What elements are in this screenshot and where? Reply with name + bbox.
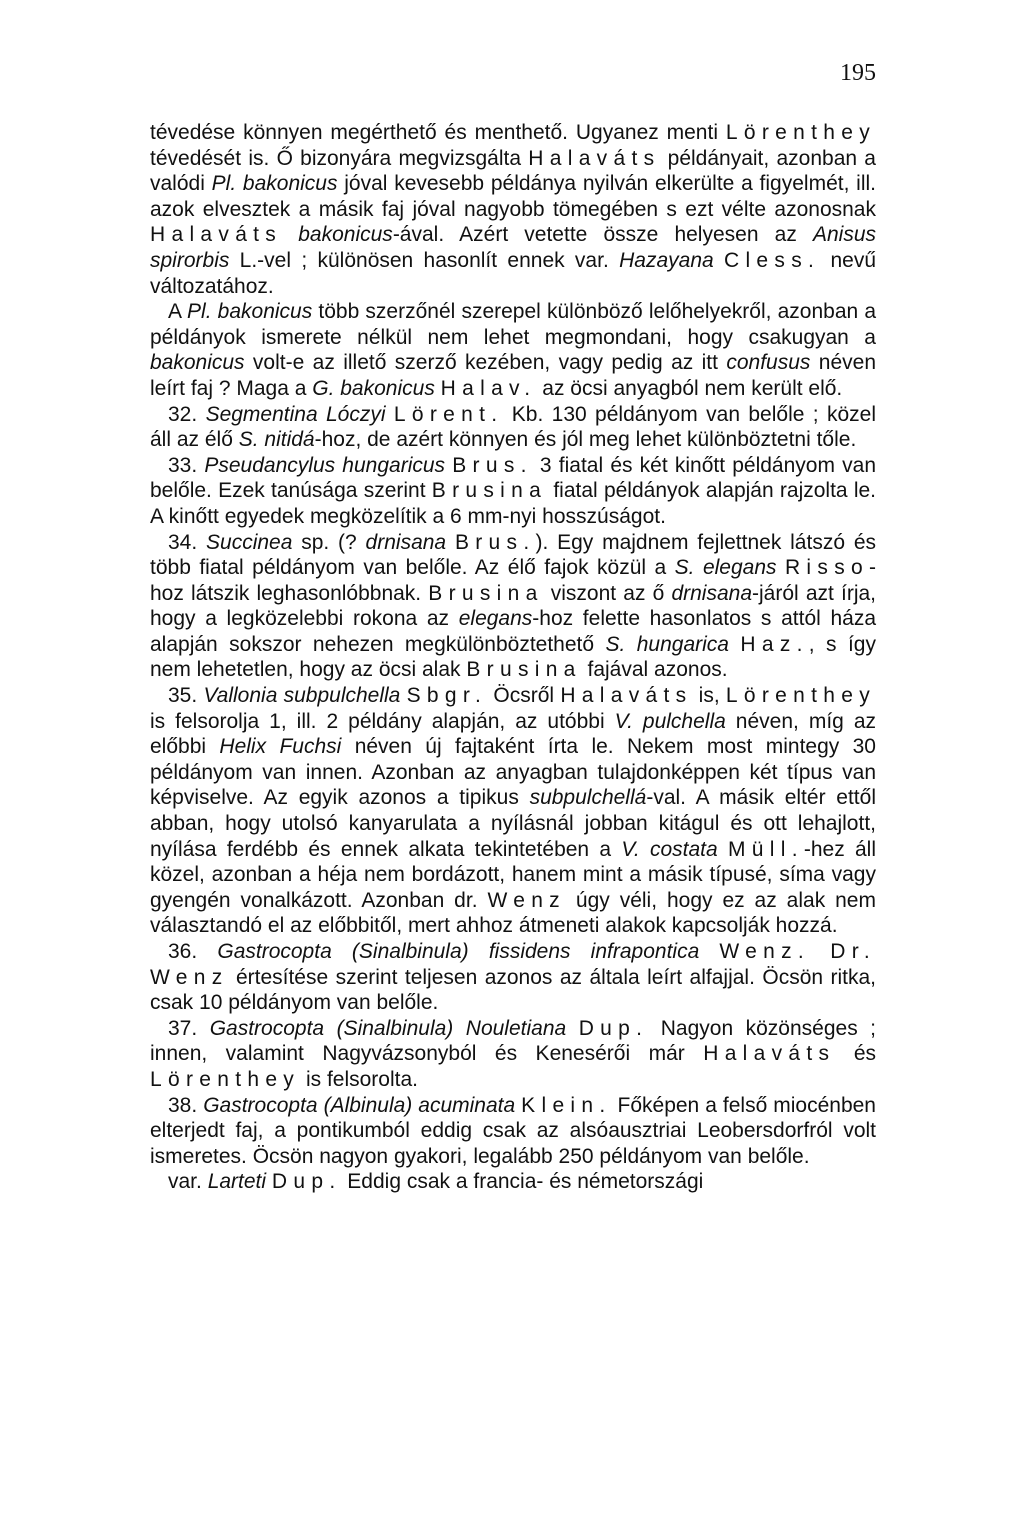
text-run: -hoz, de azért könnyen és jól meg lehet különböztetni tőle.	[314, 428, 857, 452]
text-run: jóval kevesebb példánya nyilván elkerülte a figyelmét, ill. azok elvesztek a másik faj jóval nagyobb tömegében s ezt vélte azonosnak	[150, 172, 877, 221]
text-run: ). Egy majdnem fejlettnek látszó és több fiatal példányom van belőle. Az élő fajok közül a	[150, 530, 876, 580]
text-run: fiatal példányok alapján rajzolta le. A kinőtt egyedek megközelítik a 6 mm-nyi hosszúságot.	[150, 479, 877, 528]
text-run: több szerzőnél szerepel különböző lelőhelyekről, azonban a példányok ismerete nélkül nem lehet megmondani, hogy csakugyan a	[150, 300, 877, 349]
body-text	[150, 120, 876, 1195]
paragraph	[150, 402, 876, 453]
text-run: Eddig csak a francia- és németországi	[341, 1170, 704, 1194]
text-run: volt-e az illető szerző kezében, vagy pedig az itt	[244, 351, 727, 375]
italic-text: Succinea	[206, 530, 293, 554]
text-run	[729, 633, 740, 656]
text-run: néven új fajtaként írta le. Nekem most mintegy 30 példányom van innen. Azonban az anyagban tulajdonképpen két típus van képviselve. Az egyik azonos a tipikus	[150, 735, 876, 810]
text-run: is felsorolja 1, ill. 2 példány alapján, az utóbbi	[150, 709, 615, 733]
spaced-author-name: Halaváts	[703, 1042, 836, 1066]
text-run: -hoz felette hasonlatos s attól háza alapján sokszor nehezen megkülönböztethető	[150, 607, 876, 656]
spaced-author-name: Brus.	[452, 453, 533, 477]
paragraph	[150, 939, 876, 1016]
italic-text: Gastrocopta (Sinalbinula) fissidens infrapontica	[217, 940, 700, 963]
text-run: az öcsi anyagból nem került elő.	[536, 376, 843, 400]
text-run	[386, 403, 394, 426]
spaced-author-name: Dup.	[578, 1016, 649, 1040]
spaced-author-name: Brusina	[466, 658, 582, 682]
text-run	[714, 249, 724, 272]
text-run: néven, míg az előbbi	[150, 709, 876, 759]
page-number: 195	[840, 60, 876, 86]
text-run: 35.	[168, 684, 204, 708]
paragraph	[150, 1169, 876, 1195]
text-run: sp. (?	[292, 530, 366, 554]
text-run: tévedését is. Ő bizonyára megvizsgálta	[150, 146, 529, 170]
text-run: -ával. Azért vetette össze helyesen az	[392, 223, 813, 247]
italic-text: confusus	[726, 351, 811, 375]
paragraph	[150, 683, 876, 939]
spaced-author-name: Risso	[784, 556, 869, 580]
text-run: Öcsről	[487, 684, 561, 708]
italic-text: bakonicus	[298, 223, 393, 247]
paragraph	[150, 1016, 876, 1093]
text-run: is felsorolta.	[300, 1067, 418, 1091]
spaced-author-name: Halaváts	[528, 146, 661, 170]
text-run: -val. A másik eltér ettől abban, hogy utolsó kanyarulata a nyílásnál jobban kitágul és ott lehajlott, nyílása ferdébb és ennek alkata tekintetében a	[150, 786, 876, 861]
spaced-author-name: Brusina	[431, 479, 548, 503]
paragraph	[150, 530, 876, 684]
text-run	[282, 223, 298, 246]
paragraph	[150, 453, 876, 530]
italic-text: Vallonia subpulchella	[203, 684, 401, 708]
text-run: értesítése szerint teljesen azonos az általa leírt alfajjal. Öcsön ritka, csak 10 példányom van belőle.	[150, 965, 876, 1015]
text-run: , s így nem lehetetlen, hogy az öcsi alak	[150, 632, 876, 682]
text-run	[699, 940, 719, 963]
italic-text: drnisana	[671, 581, 752, 605]
spaced-author-name: Wenz	[487, 888, 566, 912]
italic-text: V. costata	[621, 837, 718, 861]
italic-text: S. hungarica	[605, 632, 729, 656]
spaced-author-name: Lörenthey	[150, 1067, 301, 1091]
text-run: nevű változatához.	[150, 248, 877, 298]
text-run	[810, 940, 830, 963]
spaced-author-name: Lörenthey	[725, 121, 876, 144]
italic-text: Pl. bakonicus	[211, 172, 338, 196]
spaced-author-name: Lörent.	[393, 402, 504, 426]
paragraph	[150, 120, 876, 299]
spaced-author-name: Haz.	[740, 632, 809, 656]
italic-text: Gastrocopta (Albinula) acuminata	[203, 1093, 516, 1117]
italic-text: Larteti	[207, 1170, 267, 1194]
italic-text: Anisus spirorbis	[150, 223, 876, 272]
text-run	[718, 838, 728, 861]
italic-text: Hazayana	[619, 248, 714, 272]
italic-text: S. elegans	[674, 556, 777, 580]
text-run: tévedése könnyen megérthető és menthető. Ugyanez menti	[150, 121, 726, 144]
text-run: és	[835, 1042, 876, 1066]
text-run: viszont az ő	[543, 581, 672, 605]
italic-text: Helix Fuchsi	[219, 735, 342, 759]
text-run: is,	[692, 684, 726, 708]
text-run: -járól azt írja, hogy a legközelebbi rokona az	[150, 581, 876, 631]
text-run: -hoz látszik leghasonlóbbnak.	[150, 556, 876, 605]
text-run: 33.	[168, 453, 205, 477]
spaced-author-name: Halaváts	[560, 684, 693, 708]
italic-text: elegans	[458, 607, 533, 631]
spaced-author-name: Brusina	[428, 581, 544, 605]
text-run: 32.	[168, 402, 206, 426]
spaced-author-name: Sbgr.	[406, 684, 488, 708]
spaced-author-name: Lörenthey	[725, 684, 877, 708]
text-run: Kb. 130 példányom van belőle ; közel áll az élő	[150, 402, 876, 452]
text-run: A	[168, 300, 188, 324]
text-run: 3 fiatal és két kinőtt példányom van belőle. Ezek tanúsága szerint	[150, 453, 877, 503]
spaced-author-name: Halav.	[440, 376, 537, 400]
text-run: úgy véli, hogy ez az alak nem választandó el az előbbitől, mert ahhoz átmeneti alakok kapcsolják hozzá.	[150, 888, 876, 938]
italic-text: Pl. bakonicus	[187, 300, 313, 324]
spaced-author-name: Brus.	[454, 530, 536, 554]
text-run: 37.	[168, 1016, 210, 1040]
italic-text: V. pulchella	[614, 709, 726, 733]
text-run: fajával azonos.	[581, 658, 728, 682]
text-run	[446, 531, 455, 554]
italic-text: drnisana	[365, 530, 447, 554]
spaced-author-name: Dup.	[271, 1170, 342, 1194]
text-run: 38.	[168, 1093, 204, 1117]
text-run: L.-vel ; különösen hasonlít ennek var.	[229, 248, 620, 272]
italic-text: bakonicus	[150, 351, 245, 375]
spaced-author-name: Halaváts	[150, 223, 283, 247]
text-run: néven leírt faj ? Maga a	[150, 351, 876, 400]
text-run: Nagyon közönséges ; innen, valamint Nagyvázsonyból és Kenesérői már	[150, 1016, 877, 1066]
text-run: -hez áll közel, azonban a héja nem bordázott, hanem mint a másik típusé, síma vagy gyengén vonalkázott. Azonban dr.	[150, 837, 877, 912]
text-run: 34.	[168, 530, 207, 554]
italic-text: S. nitidá	[238, 428, 315, 452]
paragraph	[150, 299, 876, 401]
text-run: Főképen a felső miocénben elterjedt faj, a pontikumból eddig csak az alsóausztriai Leobersdorfról volt ismeretes. Öcsön nagyon gyakori, legalább 250 példányom van belőle.	[150, 1093, 876, 1168]
spaced-author-name: Dr. Wenz	[150, 940, 876, 989]
text-run: var.	[168, 1170, 208, 1194]
text-run	[777, 556, 785, 579]
italic-text: subpulchellá	[529, 786, 647, 810]
text-run: példányait, azonban a valódi	[150, 146, 876, 196]
italic-text: Gastrocopta (Sinalbinula) Nouletiana	[209, 1016, 567, 1040]
italic-text: G. bakonicus	[312, 376, 435, 400]
spaced-author-name: Müll.	[728, 837, 804, 861]
paragraph	[150, 1093, 876, 1170]
text-run	[566, 1017, 579, 1040]
italic-text: Pseudancylus hungaricus	[204, 453, 446, 477]
spaced-author-name: Klein.	[521, 1093, 612, 1117]
spaced-author-name: Wenz.	[719, 940, 811, 963]
spaced-author-name: Cless.	[724, 248, 821, 272]
text-run: 36.	[168, 940, 218, 963]
italic-text: Segmentina Lóczyi	[205, 402, 386, 426]
